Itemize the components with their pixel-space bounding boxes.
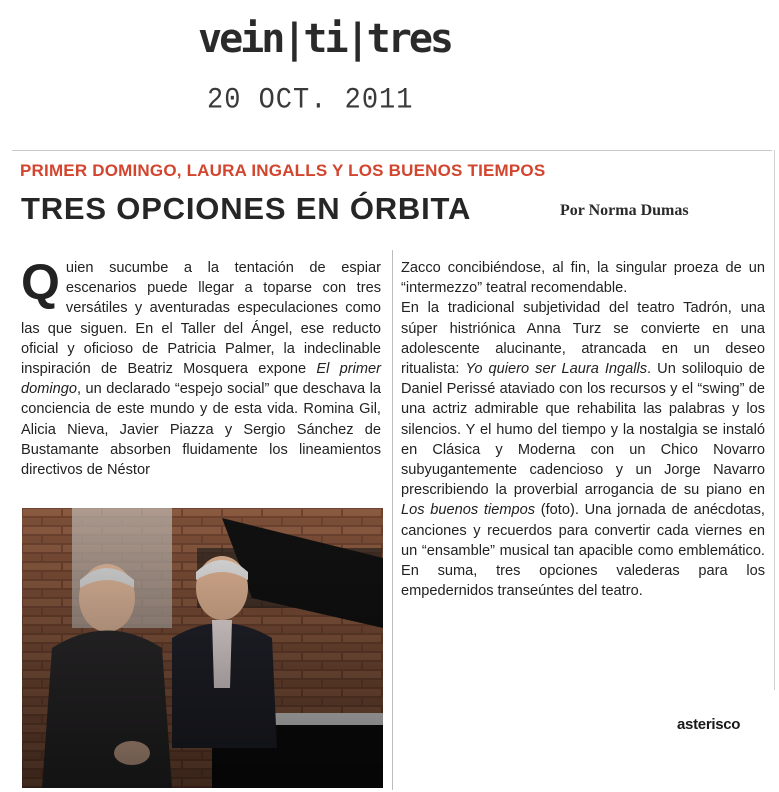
date-stamp: 20 OCT. 2011 — [207, 84, 414, 118]
article-photo — [22, 508, 383, 788]
column2-text-c: (foto). Una jornada de anécdotas, canciones y recuerdos para convertir cada viernes en un “ensamble” musical tan apacible como emblemático. En suma, tres opciones valederas para los empedernidos transeúntes del teatro. — [401, 502, 765, 600]
article-headline: TRES OPCIONES EN ÓRBITA — [21, 191, 472, 226]
article-byline: Por Norma Dumas — [560, 202, 689, 219]
column2-text-b: . Un soliloquio de Daniel Perissé ataviado con los recursos y el “swing” de una actriz admirable que rehabilita las palabras y los silencios. Y el humo del tiempo y la nostalgia se instaló en Clásica y Moderna con un Chico Novarro subyugantemente cadencioso y un Jorge Navarro prescribiendo la proverbial arrogancia de su piano en — [401, 361, 765, 499]
column1-text-b: , un declarado “espejo social” que deschava la conciencia de este mundo y de esta vida. Romina Gil, Alicia Nieva, Javier Piazza y Sergio Sánchez de Bustamante absorben fluidamente los lineamientos directivos de Néstor — [21, 381, 381, 479]
article-kicker: PRIMER DOMINGO, LAURA INGALLS Y LOS BUENOS TIEMPOS — [20, 161, 546, 180]
column2-text-a: En la tradicional subjetividad del teatro Tadrón, una súper histriónica Anna Turz se convierte en una adolescente alucinante, atrancada en un deseo ritualista: — [401, 300, 765, 378]
play-title-primer-domingo: El primer domingo — [21, 361, 381, 398]
play-title-laura-ingalls: Yo quiero ser Laura Ingalls — [465, 361, 648, 378]
column1-text-a: uien sucumbe a la tentación de espiar escenarios puede llegar a toparse con tres versátiles y aventuradas especulaciones como las que siguen. En el Taller del Ángel, ese reducto oficial y oficioso de Patricia Palmer, la indeclinable inspiración de Beatriz Mosquera expone — [21, 260, 381, 378]
article-column-1 — [21, 254, 381, 480]
column2-paragraph-1: Zacco concibiéndose, al fin, la singular proeza de un “intermezzo” teatral recomendable. — [401, 260, 765, 297]
column-divider — [392, 250, 393, 790]
article-column-2 — [401, 258, 765, 601]
section-brand-asterisco: asterisco — [677, 716, 741, 733]
photo-illustration — [22, 508, 383, 788]
drop-cap: Q — [21, 254, 60, 310]
clipping-edge — [774, 150, 775, 690]
masthead-logo: vein|ti|tres — [198, 16, 451, 62]
play-title-buenos-tiempos: Los buenos tiempos — [401, 502, 536, 519]
